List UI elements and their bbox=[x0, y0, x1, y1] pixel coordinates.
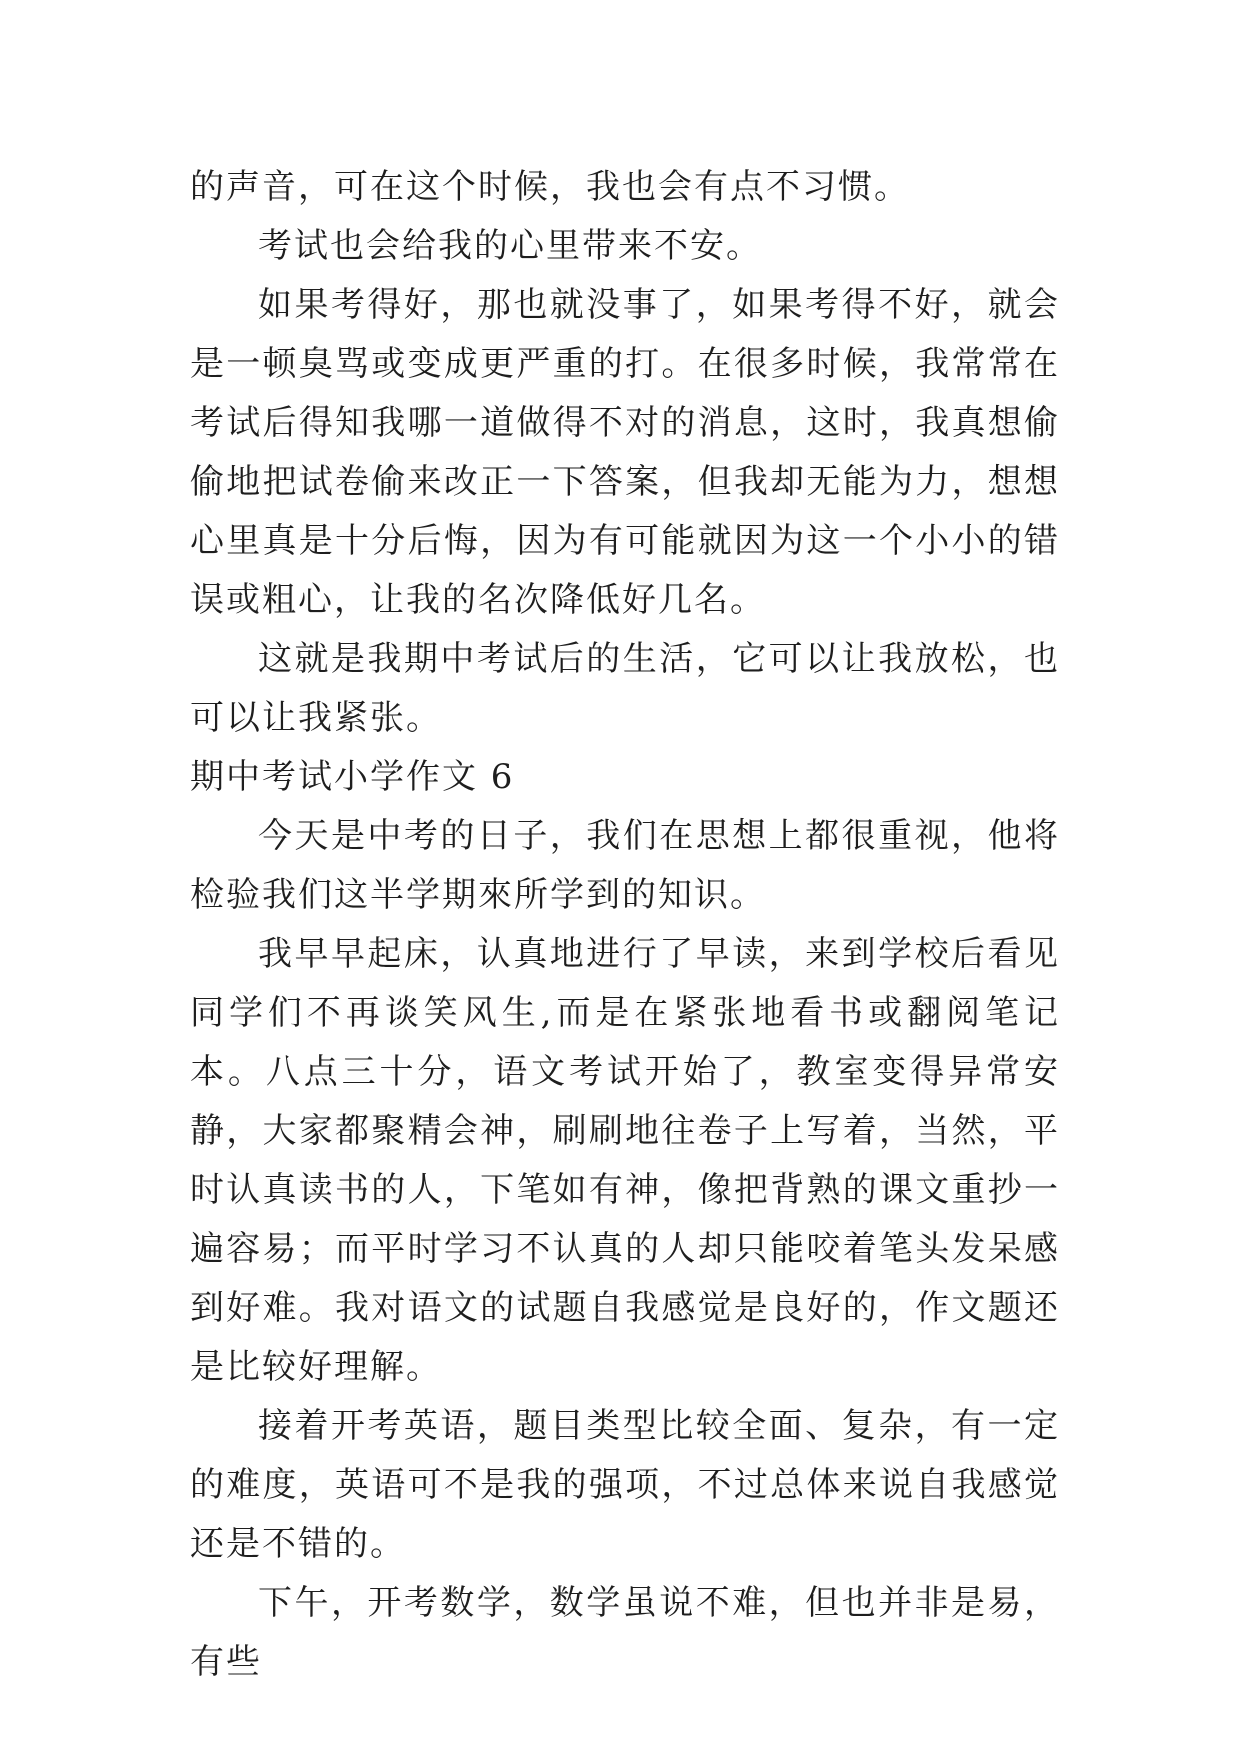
section-heading: 期中考试小学作文 6 bbox=[190, 757, 515, 797]
paragraph-3: 如果考得好，那也就没事了，如果考得不好，就会是一顿臭骂或变成更严重的打。在很多时候，我常常在考试后得知我哪一道做得不对的消息，这时，我真想偷偷地把试卷偷来改正一下答案，但我却无能为力，想想心里真是十分后悔，因为有可能就因为这一个小小的错误或粗心，让我的名次降低好几名。 bbox=[190, 285, 1060, 620]
paragraph-7: 接着开考英语，题目类型比较全面、复杂，有一定的难度，英语可不是我的强项，不过总体来说自我感觉还是不错的。 bbox=[190, 1406, 1060, 1564]
paragraph-5: 今天是中考的日子，我们在思想上都很重视，他将检验我们这半学期來所学到的知识。 bbox=[190, 816, 1060, 915]
document-body bbox=[190, 158, 1060, 1692]
paragraph-8: 下午，开考数学，数学虽说不难，但也并非是易，有些 bbox=[190, 1583, 1060, 1682]
paragraph-4: 这就是我期中考试后的生活，它可以让我放松，也可以让我紧张。 bbox=[190, 639, 1060, 738]
paragraph-1: 的声音，可在这个时候，我也会有点不习惯。 bbox=[190, 167, 910, 207]
paragraph-2: 考试也会给我的心里带来不安。 bbox=[258, 226, 762, 266]
paragraph-6: 我早早起床，认真地进行了早读，来到学校后看见同学们不再谈笑风生,而是在紧张地看书或翻阅笔记本。八点三十分，语文考试开始了，教室变得异常安静，大家都聚精会神，刷刷地往卷子上写着，当然，平时认真读书的人，下笔如有神，像把背熟的课文重抄一遍容易；而平时学习不认真的人却只能咬着笔头发呆感到好难。我对语文的试题自我感觉是良好的，作文题还是比较好理解。 bbox=[190, 934, 1060, 1387]
